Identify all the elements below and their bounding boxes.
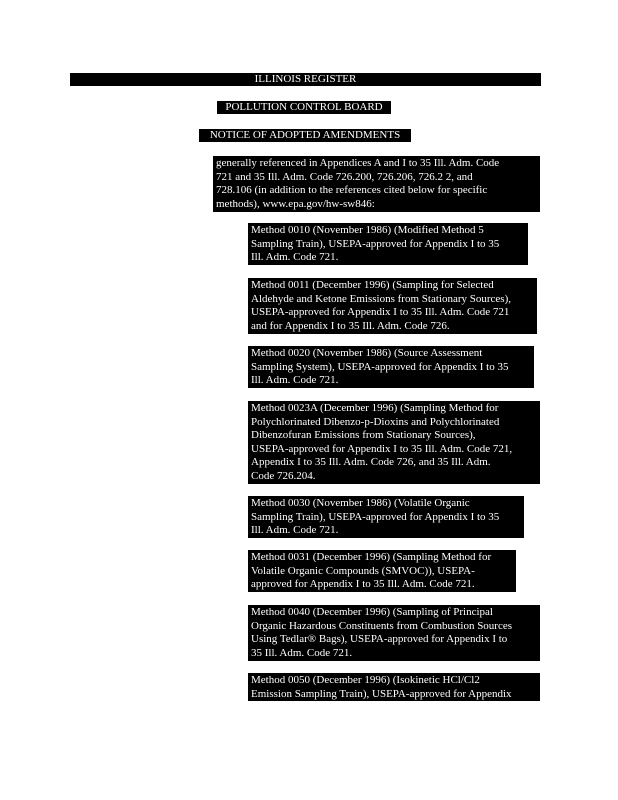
- method-line: Code 726.204.: [251, 469, 316, 482]
- method-line: Ill. Adm. Code 721.: [251, 524, 339, 537]
- intro-line: 721 and 35 Ill. Adm. Code 726.200, 726.206, 726.2 2, and: [216, 170, 473, 183]
- method-line: Method 0011 (December 1996) (Sampling for Selected: [251, 279, 494, 291]
- method-line: Sampling System), USEPA-approved for Appendix I to 35: [251, 360, 509, 373]
- method-0023a-entry: [248, 401, 540, 484]
- method-line: Ill. Adm. Code 721.: [251, 251, 339, 264]
- intro-line: methods), www.epa.gov/hw-sw846:: [216, 197, 375, 210]
- intro-line: generally referenced in Appendices A and I to 35 Ill. Adm. Code: [216, 157, 500, 169]
- method-0050-entry: [248, 673, 540, 701]
- method-line: Aldehyde and Ketone Emissions from Stationary Sources),: [251, 292, 511, 305]
- method-line: Appendix I to 35 Ill. Adm. Code 726, and 35 Ill. Adm.: [251, 456, 491, 469]
- method-line: Method 0030 (November 1986) (Volatile Organic: [251, 497, 470, 509]
- intro-paragraph: [213, 156, 540, 212]
- method-line: Sampling Train), USEPA-approved for Appendix I to 35: [251, 510, 500, 523]
- method-line: Sampling Train), USEPA-approved for Appendix I to 35: [251, 237, 500, 250]
- board-title: POLLUTION CONTROL BOARD: [217, 101, 391, 114]
- method-0020-entry: [248, 346, 534, 388]
- method-line: and for Appendix I to 35 Ill. Adm. Code 726.: [251, 319, 450, 332]
- register-title: ILLINOIS REGISTER: [70, 73, 541, 86]
- method-line: Dibenzofuran Emissions from Stationary Sources),: [251, 429, 476, 442]
- method-line: Using Tedlar® Bags), USEPA-approved for Appendix I to: [251, 633, 508, 646]
- method-line: Method 0031 (December 1996) (Sampling Method for: [251, 551, 492, 563]
- method-line: Method 0020 (November 1986) (Source Assessment: [251, 347, 483, 359]
- method-0010-entry: [248, 223, 528, 265]
- method-line: Method 0023A (December 1996) (Sampling Method for: [251, 402, 499, 414]
- method-line: approved for Appendix I to 35 Ill. Adm. Code 721.: [251, 578, 475, 591]
- intro-line: 728.106 (in addition to the references cited below for specific: [216, 184, 488, 197]
- method-line: Volatile Organic Compounds (SMVOC)), USEPA-: [251, 564, 475, 577]
- method-0040-entry: [248, 605, 540, 661]
- method-line: Method 0040 (December 1996) (Sampling of Principal: [251, 606, 493, 618]
- method-line: Ill. Adm. Code 721.: [251, 374, 339, 387]
- method-line: USEPA-approved for Appendix I to 35 Ill. Adm. Code 721,: [251, 442, 513, 455]
- method-line: Method 0010 (November 1986) (Modified Method 5: [251, 224, 484, 236]
- method-line: Polychlorinated Dibenzo-p-Dioxins and Polychlorinated: [251, 415, 500, 428]
- method-0031-entry: [248, 550, 516, 592]
- method-line: Organic Hazardous Constituents from Combustion Sources: [251, 619, 513, 632]
- method-line: Method 0050 (December 1996) (Isokinetic HCl/Cl2: [251, 674, 480, 686]
- notice-title: NOTICE OF ADOPTED AMENDMENTS: [199, 129, 411, 142]
- method-line: 35 Ill. Adm. Code 721.: [251, 646, 353, 659]
- method-line: Emission Sampling Train), USEPA-approved for Appendix: [251, 687, 512, 700]
- method-0011-entry: [248, 278, 537, 334]
- method-line: USEPA-approved for Appendix I to 35 Ill. Adm. Code 721: [251, 306, 510, 319]
- method-0030-entry: [248, 496, 524, 538]
